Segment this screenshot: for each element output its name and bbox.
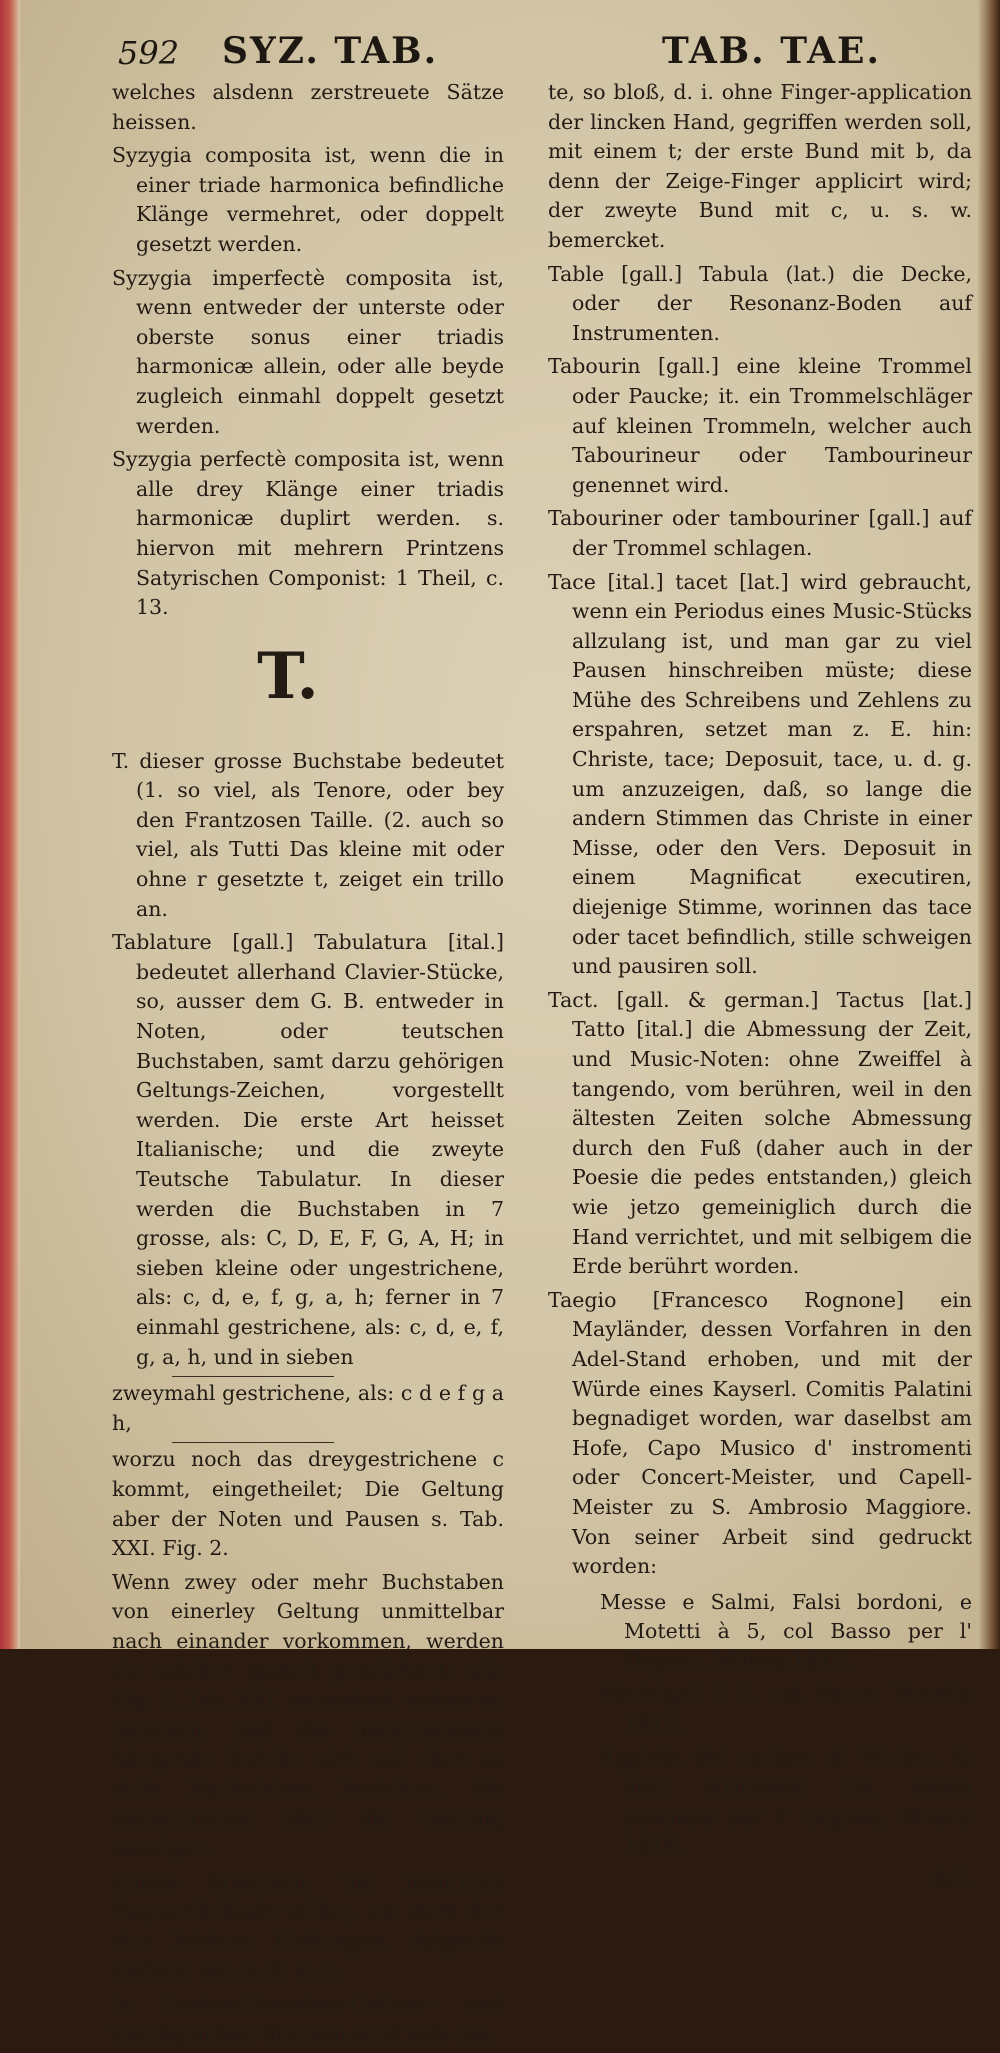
page-gutter-shadow	[978, 0, 1000, 1649]
catchword: Sel-	[932, 1868, 972, 1893]
entry-t: T. dieser grosse Buchstabe bedeutet (1. so viel, als Tenore, oder bey den Frantzosen Taille. (2. auch so viel, als Tutti Das kleine mit oder ohne r gesetzte t, zeiget ein trillo an.	[112, 748, 504, 921]
paragraph: Einige brauchen, um mehrerer Bequemlichkeit willen, an statt der vier letztern Gattungen, folgende Ziefern, als: 2. 3. 4. 5.	[112, 1869, 504, 1983]
divider-rule	[172, 1376, 334, 1377]
entry-taegio: Taegio [Francesco Rognone] ein Mayländer, dessen Vorfahren in den Adel-Stand erhoben, und mit der Würde eines Kayserl. Comitis Palatini begnadiget worden, war daselbst am Hofe, Capo Musico d' instromenti oder Concert-Meister, und Capell-Meister zu S. Ambrosio Maggiore. Von seiner Arbeit sind gedruckt worden:	[548, 1287, 972, 1579]
paragraph: welches alsdenn zerstreuete Sätze heissen.	[112, 80, 504, 134]
header-right-title: TAB. TAE.	[662, 30, 881, 72]
running-header	[0, 26, 1000, 76]
entry-tace: Tace [ital.] tacet [lat.] wird gebraucht, wenn ein Periodus eines Music-Stücks allzulang ist, und man gar zu viel Pausen hinschreiben müste; diese Mühe des Schreibens und Zehlens zu erspahren, setzet man z. E. hin: Christe, tace; Deposuit, tace, u. d. g. um anzuzeigen, daß, so lange die andern Stimmen das Christe in einer Misse, oder den Vers. Deposuit in einem Magnificat executiren, diejenige Stimme, worinnen das tace oder tacet befindlich, stille schweigen und pausiren soll.	[548, 569, 972, 979]
list-item: Madrigali à 5. col Basso. Venetia 1613.	[600, 1682, 972, 1737]
entry-tabouriner: Tabouriner oder tambouriner [gall.] auf der Trommel schlagen.	[548, 506, 972, 560]
entry-tabourin: Tabourin [gall.] eine kleine Trommel oder Paucke; it. ein Trommelschläger auf kleinen Trommeln, welcher auch Tabourineur oder Tambourineur genennet wird.	[548, 354, 972, 497]
section-letter: T.	[257, 638, 319, 714]
header-left-title: SYZ. TAB.	[222, 30, 439, 72]
page-number: 592	[118, 34, 180, 72]
entry-syzygia-perfecte: Syzygia perfectè composita ist, wenn alle drey Klänge einer triadis harmonicæ duplirt werden. s. hiervon mit mehrern Printzens Satyrischen Componist: 1 Theil, c. 13.	[112, 447, 504, 620]
paragraph: te, so bloß, d. i. ohne Finger-application der lincken Hand, gegriffen werden soll, mit einem t; der erste Bund mit b, da denn der Zeige-Finger applicirt wird; der zweyte Bund mit c, u. s. w. bemercket.	[548, 80, 972, 252]
paragraph: worzu noch das dreygestrichene c kommt, eingetheilet; Die Geltung aber der Noten und Pausen s. Tab. XXI. Fig. 2.	[112, 1447, 504, 1561]
entry-tablature: Tablature [gall.] Tabulatura [ital.] bedeutet allerhand Clavier-Stücke, so, ausser dem G. B. entweder in Noten, oder teutschen Buchstaben, samt darzu gehörigen Geltungs-Zeichen, vorgestellt werden. Die erste Art heisset Italianische; und die zweyte Teutsche Tabulatur. In dieser werden die Buchstaben in 7 grosse, als: C, D, E, F, G, A, H; in sieben kleine oder ungestrichene, als: c, d, e, f, g, a, h; ferner in 7 einmahl gestrichene, als: c, d, e, f, g, a, h, und in sieben	[112, 930, 504, 1369]
left-column	[112, 78, 504, 2053]
right-column	[548, 78, 972, 1896]
entry-tact: Tact. [gall. & german.] Tactus [lat.] Tatto [ital.] die Abmessung der Zeit, und Music-Noten: ohne Zweiffel à tangendo, vom berühren, weil in den ältesten Zeiten solche Abmessung durch den Fuß (daher auch in der Poesie die pedes entstanden,) gleich wie jetzo gemeiniglich durch die Hand verrichtet, und mit selbigem die Erde berührt worden.	[548, 987, 972, 1279]
entry-syzygia-composita: Syzygia composita ist, wenn die in einer triade harmonica befindliche Klänge vermehret, oder doppelt gesetzt werden.	[112, 143, 504, 256]
paragraph: Wenn zwey oder mehr Buchstaben von einerley Geltung unmittelbar nach einander vorkommen, werden sie solcher gestalt gezeichnet: wie Fig. 3. Tab. XXI. ausweiset, wobey zu mercken, daß die herunterwerts hängende Striche sich auf eben so viele Buchstaben beziehen, die queer-striche aber die Geltung anzeigen.	[112, 1569, 504, 1861]
list-item: Agginta del scolaro di Violino, & altri strumenti col Basso continuo per l' Organo, Milano 1614.	[600, 1745, 972, 1859]
paragraph: zweymahl gestrichene, als: c d e f g a h,	[112, 1381, 504, 1435]
entry-syzygia-imperfecte: Syzygia imperfectè composita ist, wenn entweder der unterste oder oberste sonus einer triadis harmonicæ allein, oder alle beyde zugleich einmahl doppelt gesetzt werden.	[112, 265, 504, 438]
divider-rule	[172, 1442, 334, 1443]
page-edge-stain	[0, 0, 20, 1649]
entry-table: Table [gall.] Tabula (lat.) die Decke, oder der Resonanz-Boden auf Instrumenten.	[548, 261, 972, 345]
paragraph: In Lauten-Theorben-Guitarr- und Violdigamben-Stücken wird jede Sai-	[112, 1992, 504, 2046]
works-list	[548, 1588, 972, 1862]
list-item: Messe e Salmi, Falsi bordoni, e Motetti à 5, col Basso per l' Organo. Milano 1610.	[600, 1589, 972, 1673]
